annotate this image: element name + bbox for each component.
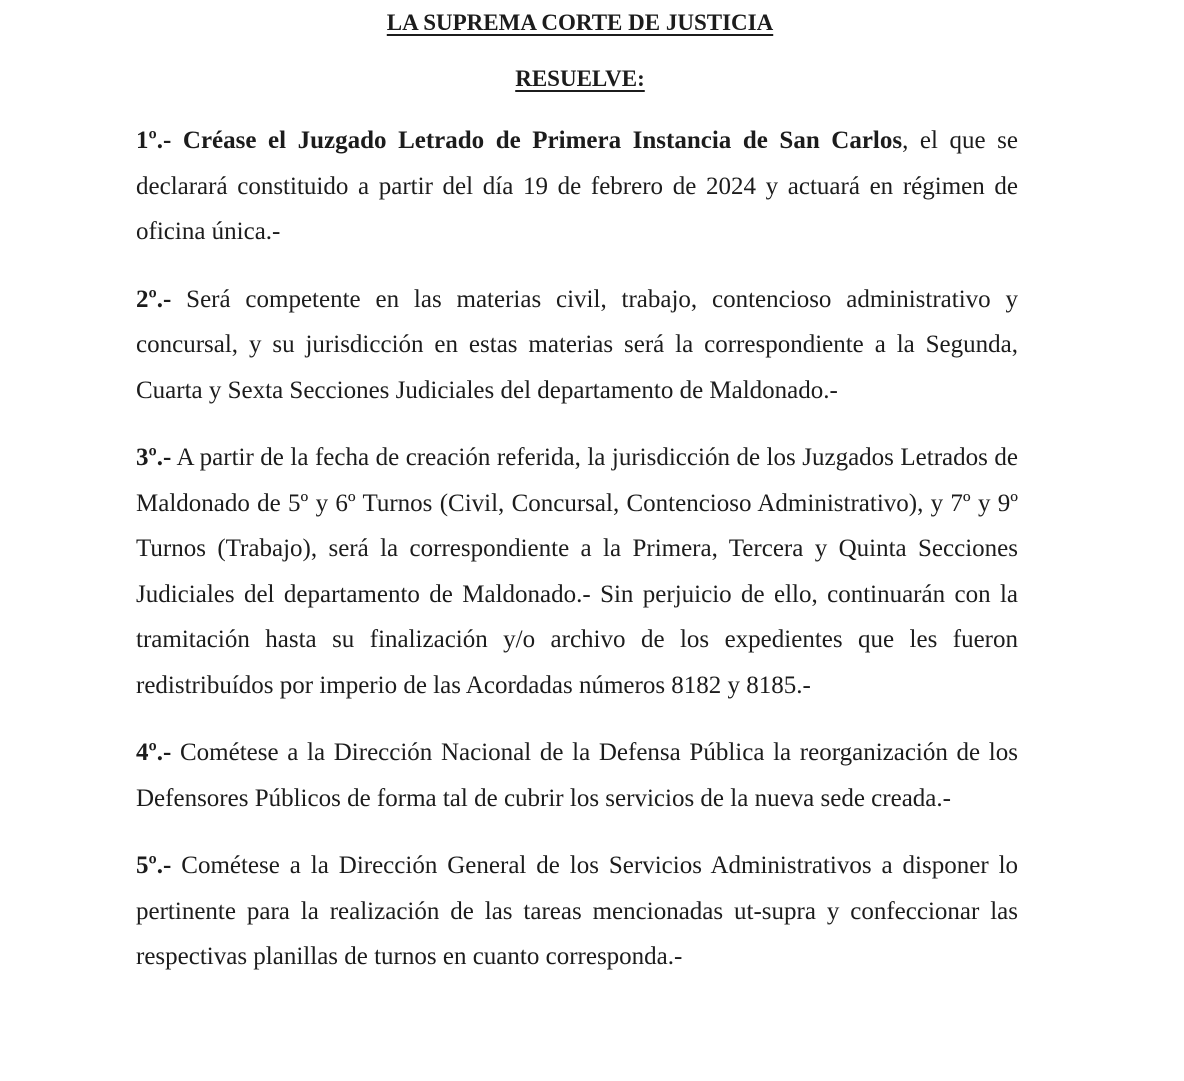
article-4 [136, 730, 1018, 821]
article-5-text: Cométese a la Dirección General de los Servicios Administrativos a disponer lo pertinente para la realización de las tareas mencionadas ut-supra y confeccionar las respectivas planillas de turnos en cuanto corresponda.- [136, 852, 1019, 970]
article-2-number: 2º.- [136, 285, 172, 313]
court-heading: LA SUPREMA CORTE DE JUSTICIA [386, 10, 774, 35]
article-1-text: , el que se declarará constituido a partir del día 19 de febrero de 2024 y actuará en régimen de oficina única.- [136, 127, 1018, 245]
article-1-bold-text: Créase el Juzgado Letrado de Primera Instancia de San Carlos [182, 127, 903, 154]
article-1 [136, 118, 1018, 255]
article-1-number: 1º.- [136, 127, 172, 154]
article-2 [136, 277, 1018, 414]
article-2-text: Será competente en las materias civil, trabajo, contencioso administrativo y concursal, y su jurisdicción en estas materias será la correspondiente a la Segunda, Cuarta y Sexta Secciones Judiciales del departamento de Maldonado.- [136, 285, 1019, 404]
article-5 [136, 843, 1018, 980]
article-4-text: Cométese a la Dirección Nacional de la Defensa Pública la reorganización de los Defensores Públicos de forma tal de cubrir los servicios de la nueva sede creada.- [136, 739, 1018, 812]
article-3-text: A partir de la fecha de creación referida, la jurisdicción de los Juzgados Letrados de Maldonado de 5º y 6º Turnos (Civil, Concursal, Contencioso Administrativo), y 7º y 9º Turnos (Trabajo), será la correspondiente a la Primera, Tercera y Quinta Secciones Judiciales del departamento de Maldonado.- Sin perjuicio de ello, continuarán con la tramitación hasta su finalización y/o archivo de los expedientes que les fueron redistribuídos por imperio de las Acordadas números 8182 y 8185.- [136, 444, 1018, 699]
resolves-heading: RESUELVE: [515, 66, 645, 91]
article-5-number: 5º.- [136, 852, 172, 879]
article-3 [136, 435, 1018, 708]
resolution-body [136, 118, 1018, 1002]
article-4-number: 4º.- [136, 739, 172, 766]
article-3-number: 3º.- [136, 444, 172, 471]
